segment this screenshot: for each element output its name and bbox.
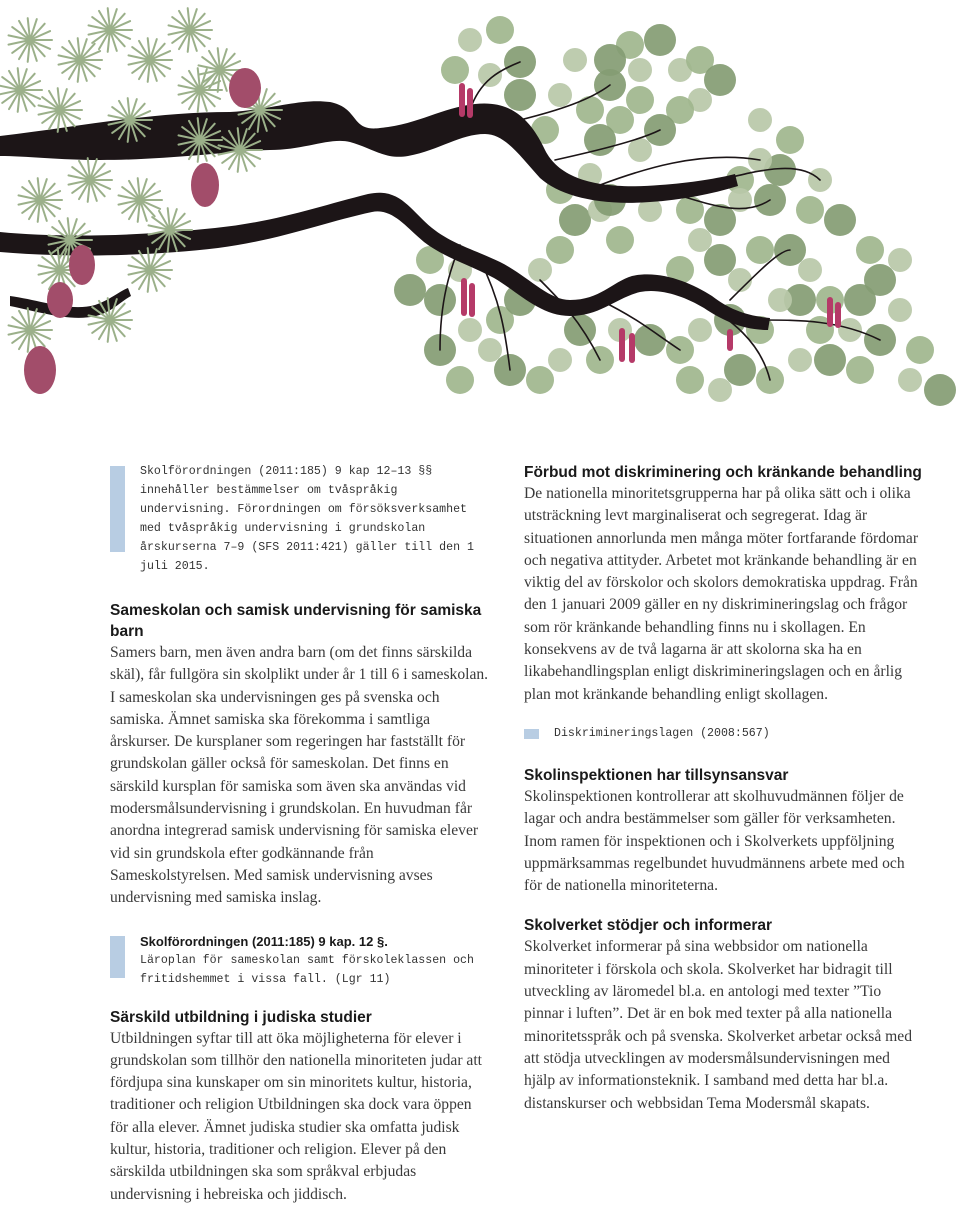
note-marker: [524, 729, 539, 739]
section-heading-diskriminering: Förbud mot diskriminering och kränkande behandling: [524, 464, 922, 481]
note-text: Diskrimineringslagen (2008:567): [554, 726, 770, 740]
left-column: [110, 462, 490, 1206]
note-text: Läroplan för sameskolan samt förskoleklassen och fritidshemmet i vissa fall. (Lgr 11): [140, 953, 474, 986]
note-marker: [110, 466, 125, 552]
note-diskrimineringslagen: [524, 724, 924, 743]
right-column: [524, 462, 924, 1115]
note-marker: [110, 936, 125, 978]
section-body-sameskolan: Samers barn, men även andra barn (om det finns särskilda skäl), får fullgöra sin skolplikt under år 1 till 6 i sameskolan. I sameskolan ska undervisningen ges på svenska och samiska. Ämnet samiska ska förekomma i samtliga årskurser. De kursplaner som regeringen har fastställt för grundskolan gäller också för sameskolan. Det finns en särskild kursplan för samiska som även ska användas vid modersmålsundervisning i grundskolan. En huvudman får anordna integrerad samisk undervisning för samiska elever vid sin grundskola efter godkännande från Sameskolstyrelsen. Med samisk undervisning avses undervisning med samiska inslag.: [110, 644, 489, 907]
pine-needles: [0, 8, 282, 352]
section-body-skolinspektionen: Skolinspektionen kontrollerar att skolhuvudmännen följer de lagar och andra bestämmelser som gäller för verksamheten. Inom ramen för inspektionen och i Skolverkets uppföljning uppmärksammas regelbundet huvudmännens arbete med och för de nationella minoriteterna.: [524, 787, 905, 895]
section-body-diskriminering: De nationella minoritetsgrupperna har på olika sätt och i olika utsträckning levt marginaliserat och segregerat. Idag är situationen annorlunda men många möter fortfarande fördomar och negativa attityder. Arbetet mot kränkande behandling är en viktig del av förskolor och skolors demokratiska uppdrag. Från den 1 januari 2009 gäller en ny diskrimineringslag och frågor som rör kränkande behandling finns nu i skollagen. En konsekvens av de två lagarna är att skolorna ska ha en likabehandlingsplan enligt diskrimineringslagen och en årlig plan mot kränkande behandling enligt skollagen.: [524, 485, 919, 703]
section-heading-skolinspektionen: Skolinspektionen har tillsynsansvar: [524, 766, 789, 784]
note-text: Skolförordningen (2011:185) 9 kap 12–13 §§ innehåller bestämmelser om tvåspråkig undervisning. Förordningen om försöksverksamhet med tvåspråkig undervisning i grundskolan årskurserna 7–9 (SFS 2011:421) gäller till den 1 juli 2015.: [140, 465, 474, 573]
section-body-skolverket: Skolverket informerar på sina webbsidor om nationella minoriteter i förskola och skola. Skolverket har bidragit till utveckling av läromedel bl.a. en antologi med texter ”Tio pinnar i luften”. Det är en bok med texter på alla nationella minoritetsspråk och på svenska. Skolverket arbetar också med att stödja utvecklingen av modersmålsundervisningen med hjälp av informationsteknik. I samband med detta har bl.a. distanskurser och webbsidan Tema Modersmål skapats.: [524, 938, 912, 1112]
tree-branch-illustration: [0, 0, 960, 420]
section-heading-judiska-studier: Särskild utbildning i judiska studier: [110, 1008, 372, 1026]
note-skolforordningen: [110, 932, 490, 989]
section-body-judiska-studier: Utbildningen syftar till att öka möjligheterna för elever i grundskolan som tillhör den nationella minoriteten judar att fördjupa sina kunskaper om sin minoritets kultur, historia, traditioner och religion Utbildningen ska dock vara öppen för alla elever. Ämnet judiska studier ska omfatta judisk kultur, historia, traditioner och religion. Elever på den särskilda utbildningen ska som språkval erbjudas undervisning i hebreiska och jiddisch.: [110, 1029, 483, 1203]
section-heading-sameskolan: Sameskolan och samisk undervisning för samiska barn: [110, 602, 482, 640]
note-bold-text: Skolförordningen (2011:185) 9 kap. 12 §.: [140, 933, 388, 949]
note-bilingual-education: [110, 462, 490, 576]
section-heading-skolverket: Skolverket stödjer och informerar: [524, 917, 773, 935]
